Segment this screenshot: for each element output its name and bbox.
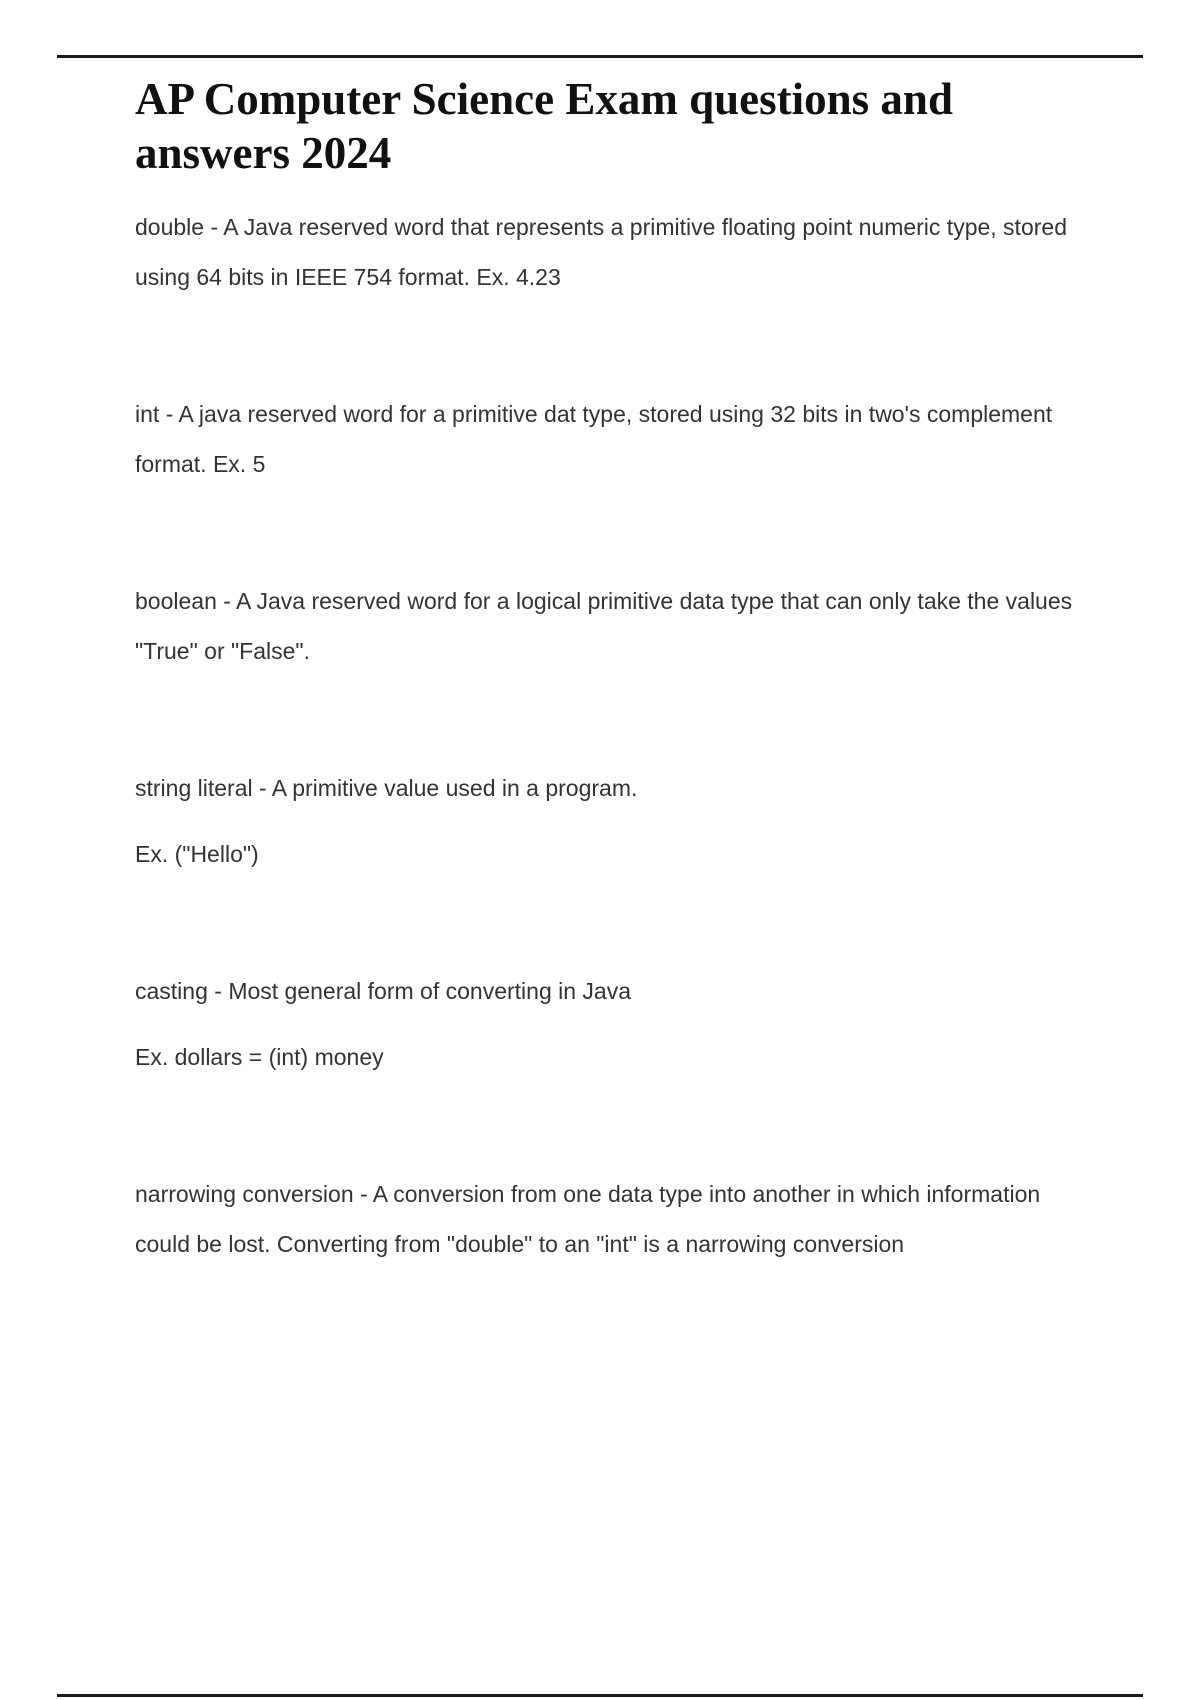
top-rule — [57, 55, 1143, 58]
qa-block-casting — [135, 966, 1095, 1082]
qa-list — [135, 202, 1095, 1269]
qa-paragraph: casting - Most general form of converting in Java — [135, 978, 632, 1004]
qa-paragraph: double - A Java reserved word that represents a primitive floating point numeric type, stored using 64 bits in IEEE 754 format. Ex. 4.23 — [135, 214, 1067, 290]
qa-block-string-literal — [135, 763, 1095, 879]
qa-block-boolean — [135, 576, 1095, 676]
qa-block-int — [135, 389, 1095, 489]
bottom-rule — [57, 1694, 1143, 1697]
qa-example-paragraph: Ex. ("Hello") — [135, 841, 259, 867]
qa-paragraph: narrowing conversion - A conversion from one data type into another in which information could be lost. Converting from "double" to an "int" is a narrowing conversion — [135, 1181, 1041, 1257]
qa-paragraph: int - A java reserved word for a primitive dat type, stored using 32 bits in two's complement format. Ex. 5 — [135, 401, 1053, 477]
page-content — [135, 72, 1095, 1356]
qa-paragraph: boolean - A Java reserved word for a logical primitive data type that can only take the values "True" or "False". — [135, 588, 1073, 664]
page-title: AP Computer Science Exam questions and answers 2024 — [135, 74, 953, 178]
qa-block-narrowing-conversion — [135, 1169, 1095, 1269]
qa-example-paragraph: Ex. dollars = (int) money — [135, 1044, 384, 1070]
qa-block-double — [135, 202, 1095, 302]
qa-paragraph: string literal - A primitive value used in a program. — [135, 775, 638, 801]
